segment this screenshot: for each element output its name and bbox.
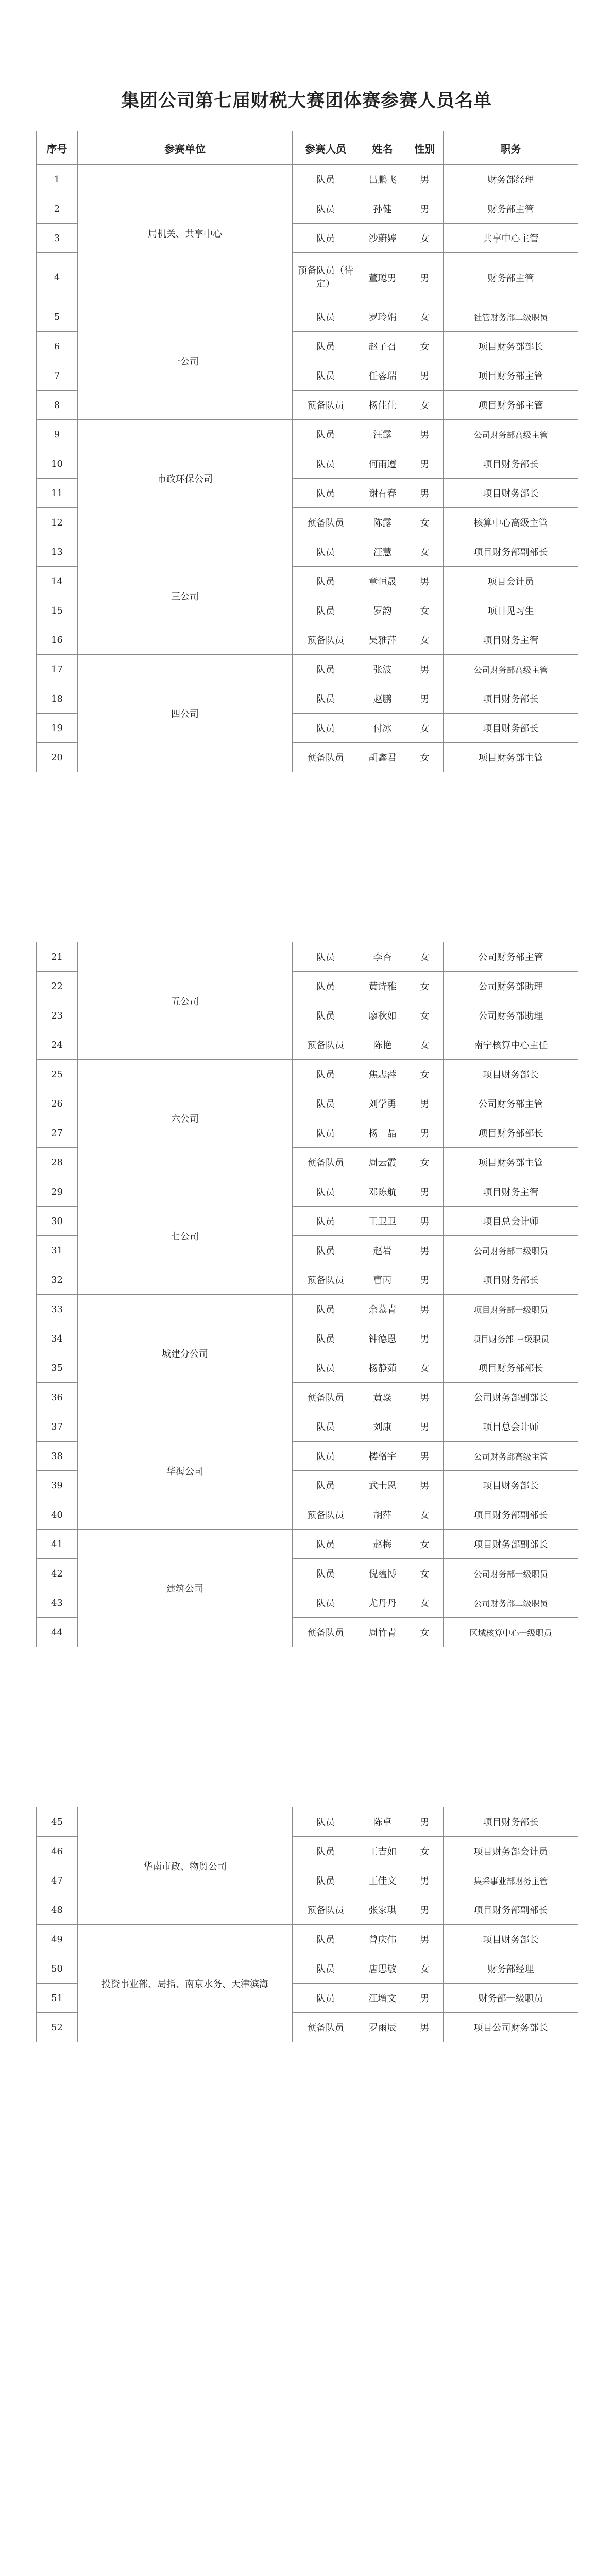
cell-gender: 女 [406, 596, 444, 625]
cell-gender: 女 [406, 1530, 444, 1559]
cell-no: 20 [37, 743, 78, 772]
cell-position: 公司财务部高级主管 [444, 420, 578, 449]
cell-no: 43 [37, 1588, 78, 1618]
cell-position: 区域核算中心一级职员 [444, 1618, 578, 1647]
cell-name: 邓陈航 [359, 1177, 406, 1207]
cell-name: 孙健 [359, 194, 406, 224]
cell-role: 预备队员 [293, 2013, 359, 2042]
cell-name: 罗玲娟 [359, 302, 406, 332]
table-row [37, 1177, 578, 1207]
cell-role: 预备队员 [293, 743, 359, 772]
table-row [37, 1530, 578, 1559]
cell-position: 项目财务部 三级职员 [444, 1324, 578, 1353]
cell-gender: 女 [406, 743, 444, 772]
table-row [37, 1412, 578, 1442]
cell-gender: 男 [406, 165, 444, 194]
cell-role: 队员 [293, 942, 359, 972]
cell-no: 38 [37, 1442, 78, 1471]
cell-role: 队员 [293, 1207, 359, 1236]
cell-position: 公司财务部二级职员 [444, 1588, 578, 1618]
cell-no: 3 [37, 224, 78, 253]
cell-no: 33 [37, 1295, 78, 1324]
cell-gender: 女 [406, 625, 444, 655]
cell-role: 预备队员 [293, 1500, 359, 1530]
cell-role: 队员 [293, 1295, 359, 1324]
cell-no: 52 [37, 2013, 78, 2042]
cell-name: 章恒晟 [359, 567, 406, 596]
cell-gender: 女 [406, 1837, 444, 1866]
cell-gender: 女 [406, 972, 444, 1001]
cell-no: 12 [37, 508, 78, 537]
cell-role: 队员 [293, 302, 359, 332]
cell-name: 董聪男 [359, 253, 406, 302]
cell-name: 陈卓 [359, 1807, 406, 1837]
cell-position: 项目财务部主管 [444, 1148, 578, 1177]
cell-position: 项目总会计师 [444, 1207, 578, 1236]
cell-no: 41 [37, 1530, 78, 1559]
cell-no: 2 [37, 194, 78, 224]
cell-role: 队员 [293, 165, 359, 194]
cell-no: 24 [37, 1030, 78, 1060]
cell-role: 队员 [293, 420, 359, 449]
header-position: 职务 [444, 131, 578, 165]
document-title: 集团公司第七届财税大赛团体赛参赛人员名单 [121, 91, 492, 111]
cell-role: 预备队员（待定） [293, 253, 359, 302]
cell-role: 队员 [293, 1353, 359, 1383]
cell-name: 江增文 [359, 1984, 406, 2013]
cell-position: 项目财务部主管 [444, 361, 578, 391]
cell-gender: 男 [406, 253, 444, 302]
cell-role: 队员 [293, 1060, 359, 1089]
cell-name: 罗韵 [359, 596, 406, 625]
cell-position: 项目财务主管 [444, 625, 578, 655]
cell-gender: 女 [406, 224, 444, 253]
cell-gender: 男 [406, 1895, 444, 1925]
cell-gender: 男 [406, 1925, 444, 1954]
cell-gender: 女 [406, 302, 444, 332]
cell-gender: 女 [406, 1500, 444, 1530]
cell-name: 周云霞 [359, 1148, 406, 1177]
cell-no: 1 [37, 165, 78, 194]
cell-position: 项目财务部副部长 [444, 1895, 578, 1925]
cell-position: 项目财务部主管 [444, 743, 578, 772]
cell-role: 队员 [293, 449, 359, 479]
cell-position: 项目见习生 [444, 596, 578, 625]
cell-gender: 男 [406, 2013, 444, 2042]
cell-position: 财务部经理 [444, 165, 578, 194]
cell-name: 廖秋如 [359, 1001, 406, 1030]
cell-name: 王吉如 [359, 1837, 406, 1866]
cell-no: 39 [37, 1471, 78, 1500]
cell-gender: 女 [406, 1001, 444, 1030]
cell-no: 30 [37, 1207, 78, 1236]
cell-position: 公司财务部助理 [444, 1001, 578, 1030]
cell-gender: 男 [406, 1807, 444, 1837]
cell-gender: 女 [406, 1060, 444, 1089]
cell-position: 项目财务部副部长 [444, 537, 578, 567]
cell-role: 队员 [293, 1954, 359, 1984]
cell-unit: 投资事业部、局指、南京水务、天津滨海 [78, 1925, 293, 2042]
cell-position: 项目财务部长 [444, 449, 578, 479]
cell-position: 公司财务部二级职员 [444, 1236, 578, 1265]
cell-gender: 男 [406, 1984, 444, 2013]
cell-position: 南宁核算中心主任 [444, 1030, 578, 1060]
cell-position: 项目财务部长 [444, 714, 578, 743]
cell-role: 队员 [293, 1471, 359, 1500]
cell-position: 项目财务部长 [444, 684, 578, 714]
cell-role: 预备队员 [293, 1030, 359, 1060]
cell-name: 陈露 [359, 508, 406, 537]
cell-role: 队员 [293, 1324, 359, 1353]
cell-role: 队员 [293, 1177, 359, 1207]
cell-no: 10 [37, 449, 78, 479]
table-row [37, 655, 578, 684]
cell-role: 队员 [293, 972, 359, 1001]
cell-name: 赵梅 [359, 1530, 406, 1559]
cell-name: 罗雨辰 [359, 2013, 406, 2042]
table-header-row [37, 131, 578, 165]
cell-name: 吕鹏飞 [359, 165, 406, 194]
cell-role: 队员 [293, 479, 359, 508]
cell-name: 唐思敏 [359, 1954, 406, 1984]
cell-no: 22 [37, 972, 78, 1001]
cell-unit: 一公司 [78, 302, 293, 420]
cell-position: 项目财务部长 [444, 1060, 578, 1089]
cell-name: 赵子召 [359, 332, 406, 361]
cell-name: 杨 晶 [359, 1118, 406, 1148]
cell-role: 队员 [293, 537, 359, 567]
cell-no: 26 [37, 1089, 78, 1118]
cell-position: 项目财务部部长 [444, 332, 578, 361]
cell-gender: 女 [406, 1559, 444, 1588]
cell-role: 预备队员 [293, 625, 359, 655]
cell-name: 黄焱 [359, 1383, 406, 1412]
cell-no: 51 [37, 1984, 78, 2013]
cell-name: 张波 [359, 655, 406, 684]
cell-name: 赵岩 [359, 1236, 406, 1265]
cell-gender: 女 [406, 391, 444, 420]
cell-gender: 男 [406, 449, 444, 479]
cell-role: 队员 [293, 1588, 359, 1618]
cell-name: 周竹青 [359, 1618, 406, 1647]
cell-gender: 男 [406, 655, 444, 684]
table-row [37, 1295, 578, 1324]
cell-no: 6 [37, 332, 78, 361]
cell-role: 队员 [293, 194, 359, 224]
cell-no: 50 [37, 1954, 78, 1984]
cell-no: 35 [37, 1353, 78, 1383]
cell-role: 队员 [293, 1001, 359, 1030]
table-row [37, 537, 578, 567]
cell-position: 项目会计员 [444, 567, 578, 596]
cell-role: 队员 [293, 684, 359, 714]
roster-table-page-1 [36, 131, 578, 772]
cell-position: 项目财务部长 [444, 479, 578, 508]
cell-name: 李杏 [359, 942, 406, 972]
cell-gender: 女 [406, 537, 444, 567]
cell-no: 31 [37, 1236, 78, 1265]
cell-name: 何雨遵 [359, 449, 406, 479]
header-name: 姓名 [359, 131, 406, 165]
table-row [37, 165, 578, 194]
cell-no: 28 [37, 1148, 78, 1177]
cell-role: 队员 [293, 655, 359, 684]
cell-no: 46 [37, 1837, 78, 1866]
cell-unit: 华海公司 [78, 1412, 293, 1530]
cell-no: 8 [37, 391, 78, 420]
cell-name: 焦志萍 [359, 1060, 406, 1089]
cell-name: 杨静茹 [359, 1353, 406, 1383]
cell-role: 队员 [293, 1807, 359, 1837]
table-row [37, 420, 578, 449]
cell-gender: 男 [406, 361, 444, 391]
cell-position: 项目财务部部长 [444, 1353, 578, 1383]
cell-no: 21 [37, 942, 78, 972]
cell-no: 5 [37, 302, 78, 332]
cell-position: 项目总会计师 [444, 1412, 578, 1442]
cell-position: 项目财务部长 [444, 1471, 578, 1500]
cell-role: 队员 [293, 567, 359, 596]
cell-position: 项目财务部长 [444, 1925, 578, 1954]
cell-gender: 女 [406, 1148, 444, 1177]
cell-gender: 女 [406, 1618, 444, 1647]
cell-name: 钟德恩 [359, 1324, 406, 1353]
cell-unit: 六公司 [78, 1060, 293, 1177]
cell-gender: 女 [406, 1353, 444, 1383]
cell-role: 预备队员 [293, 1383, 359, 1412]
cell-gender: 男 [406, 194, 444, 224]
cell-no: 4 [37, 253, 78, 302]
cell-unit: 四公司 [78, 655, 293, 772]
cell-role: 预备队员 [293, 1895, 359, 1925]
cell-no: 48 [37, 1895, 78, 1925]
cell-no: 25 [37, 1060, 78, 1089]
header-gender: 性别 [406, 131, 444, 165]
cell-gender: 男 [406, 1089, 444, 1118]
cell-role: 队员 [293, 1236, 359, 1265]
table-row [37, 1060, 578, 1089]
cell-name: 胡鑫君 [359, 743, 406, 772]
cell-name: 陈艳 [359, 1030, 406, 1060]
cell-no: 18 [37, 684, 78, 714]
cell-no: 11 [37, 479, 78, 508]
cell-unit: 华南市政、物贸公司 [78, 1807, 293, 1925]
cell-position: 公司财务部高级主管 [444, 1442, 578, 1471]
cell-position: 财务部主管 [444, 194, 578, 224]
roster-table-page-3 [36, 1807, 578, 2042]
table-row [37, 1807, 578, 1837]
header-no: 序号 [37, 131, 78, 165]
cell-gender: 男 [406, 1295, 444, 1324]
table-row [37, 1925, 578, 1954]
cell-name: 尤丹丹 [359, 1588, 406, 1618]
cell-name: 汪露 [359, 420, 406, 449]
cell-no: 47 [37, 1866, 78, 1895]
cell-position: 公司财务部主管 [444, 1089, 578, 1118]
cell-name: 张家琪 [359, 1895, 406, 1925]
header-unit: 参赛单位 [78, 131, 293, 165]
cell-role: 队员 [293, 361, 359, 391]
cell-position: 项目财务部长 [444, 1265, 578, 1295]
cell-role: 预备队员 [293, 1265, 359, 1295]
cell-unit: 局机关、共享中心 [78, 165, 293, 302]
cell-unit: 三公司 [78, 537, 293, 655]
cell-no: 29 [37, 1177, 78, 1207]
cell-position: 社管财务部二级职员 [444, 302, 578, 332]
cell-position: 公司财务部助理 [444, 972, 578, 1001]
cell-no: 14 [37, 567, 78, 596]
cell-position: 项目财务部主管 [444, 391, 578, 420]
cell-role: 预备队员 [293, 391, 359, 420]
cell-role: 队员 [293, 714, 359, 743]
cell-gender: 男 [406, 1177, 444, 1207]
cell-gender: 男 [406, 567, 444, 596]
cell-position: 公司财务部主管 [444, 942, 578, 972]
cell-role: 队员 [293, 1118, 359, 1148]
cell-no: 13 [37, 537, 78, 567]
cell-unit: 五公司 [78, 942, 293, 1060]
cell-role: 队员 [293, 1412, 359, 1442]
cell-gender: 男 [406, 1442, 444, 1471]
cell-position: 公司财务部一级职员 [444, 1559, 578, 1588]
cell-gender: 男 [406, 479, 444, 508]
cell-unit: 建筑公司 [78, 1530, 293, 1647]
cell-name: 胡萍 [359, 1500, 406, 1530]
cell-role: 队员 [293, 1442, 359, 1471]
cell-no: 9 [37, 420, 78, 449]
cell-name: 王佳文 [359, 1866, 406, 1895]
cell-name: 谢有春 [359, 479, 406, 508]
cell-gender: 女 [406, 714, 444, 743]
cell-name: 倪蕴博 [359, 1559, 406, 1588]
cell-position: 财务部主管 [444, 253, 578, 302]
cell-name: 付冰 [359, 714, 406, 743]
cell-gender: 男 [406, 1236, 444, 1265]
cell-name: 曾庆伟 [359, 1925, 406, 1954]
cell-gender: 男 [406, 1866, 444, 1895]
cell-position: 项目财务部长 [444, 1807, 578, 1837]
cell-name: 沙蔚婷 [359, 224, 406, 253]
table-row [37, 942, 578, 972]
cell-gender: 女 [406, 1030, 444, 1060]
cell-gender: 女 [406, 508, 444, 537]
cell-role: 预备队员 [293, 1148, 359, 1177]
cell-no: 45 [37, 1807, 78, 1837]
cell-no: 44 [37, 1618, 78, 1647]
cell-position: 共享中心主管 [444, 224, 578, 253]
cell-position: 财务部经理 [444, 1954, 578, 1984]
cell-unit: 七公司 [78, 1177, 293, 1295]
cell-no: 40 [37, 1500, 78, 1530]
cell-role: 队员 [293, 1530, 359, 1559]
cell-position: 项目财务部会计员 [444, 1837, 578, 1866]
cell-name: 黄诗雅 [359, 972, 406, 1001]
cell-role: 预备队员 [293, 508, 359, 537]
cell-position: 项目财务部一级职员 [444, 1295, 578, 1324]
cell-no: 7 [37, 361, 78, 391]
cell-role: 队员 [293, 332, 359, 361]
cell-name: 曹丙 [359, 1265, 406, 1295]
cell-gender: 男 [406, 1383, 444, 1412]
cell-position: 项目财务主管 [444, 1177, 578, 1207]
cell-name: 余慕青 [359, 1295, 406, 1324]
header-role: 参赛人员 [293, 131, 359, 165]
cell-position: 项目财务部部长 [444, 1118, 578, 1148]
cell-name: 汪慧 [359, 537, 406, 567]
cell-position: 核算中心高级主管 [444, 508, 578, 537]
cell-gender: 男 [406, 420, 444, 449]
cell-name: 武士恩 [359, 1471, 406, 1500]
cell-role: 队员 [293, 224, 359, 253]
cell-role: 预备队员 [293, 1618, 359, 1647]
cell-gender: 男 [406, 1324, 444, 1353]
cell-name: 王卫卫 [359, 1207, 406, 1236]
cell-unit: 市政环保公司 [78, 420, 293, 537]
cell-gender: 女 [406, 1954, 444, 1984]
cell-gender: 男 [406, 1265, 444, 1295]
cell-position: 公司财务部副部长 [444, 1383, 578, 1412]
cell-gender: 女 [406, 942, 444, 972]
cell-name: 任蓉瑞 [359, 361, 406, 391]
cell-no: 19 [37, 714, 78, 743]
cell-no: 23 [37, 1001, 78, 1030]
cell-no: 42 [37, 1559, 78, 1588]
table-row [37, 302, 578, 332]
cell-no: 32 [37, 1265, 78, 1295]
cell-role: 队员 [293, 1089, 359, 1118]
cell-no: 16 [37, 625, 78, 655]
cell-position: 项目财务部副部长 [444, 1530, 578, 1559]
cell-gender: 女 [406, 332, 444, 361]
cell-gender: 男 [406, 1471, 444, 1500]
cell-name: 赵鹏 [359, 684, 406, 714]
cell-no: 37 [37, 1412, 78, 1442]
cell-no: 49 [37, 1925, 78, 1954]
roster-table-page-2 [36, 942, 578, 1647]
cell-role: 队员 [293, 1984, 359, 2013]
cell-role: 队员 [293, 596, 359, 625]
cell-role: 队员 [293, 1866, 359, 1895]
cell-name: 吴雅萍 [359, 625, 406, 655]
cell-unit: 城建分公司 [78, 1295, 293, 1412]
cell-position: 项目财务部副部长 [444, 1500, 578, 1530]
cell-gender: 男 [406, 1412, 444, 1442]
cell-role: 队员 [293, 1559, 359, 1588]
cell-no: 17 [37, 655, 78, 684]
cell-no: 36 [37, 1383, 78, 1412]
cell-role: 队员 [293, 1925, 359, 1954]
cell-role: 队员 [293, 1837, 359, 1866]
cell-position: 项目公司财务部长 [444, 2013, 578, 2042]
cell-name: 杨佳佳 [359, 391, 406, 420]
cell-no: 15 [37, 596, 78, 625]
cell-gender: 男 [406, 684, 444, 714]
cell-position: 财务部一级职员 [444, 1984, 578, 2013]
cell-position: 集采事业部财务主管 [444, 1866, 578, 1895]
cell-name: 刘学勇 [359, 1089, 406, 1118]
cell-name: 楼格宇 [359, 1442, 406, 1471]
cell-no: 27 [37, 1118, 78, 1148]
cell-gender: 男 [406, 1118, 444, 1148]
cell-position: 公司财务部高级主管 [444, 655, 578, 684]
cell-gender: 女 [406, 1588, 444, 1618]
cell-name: 刘康 [359, 1412, 406, 1442]
cell-gender: 男 [406, 1207, 444, 1236]
cell-no: 34 [37, 1324, 78, 1353]
